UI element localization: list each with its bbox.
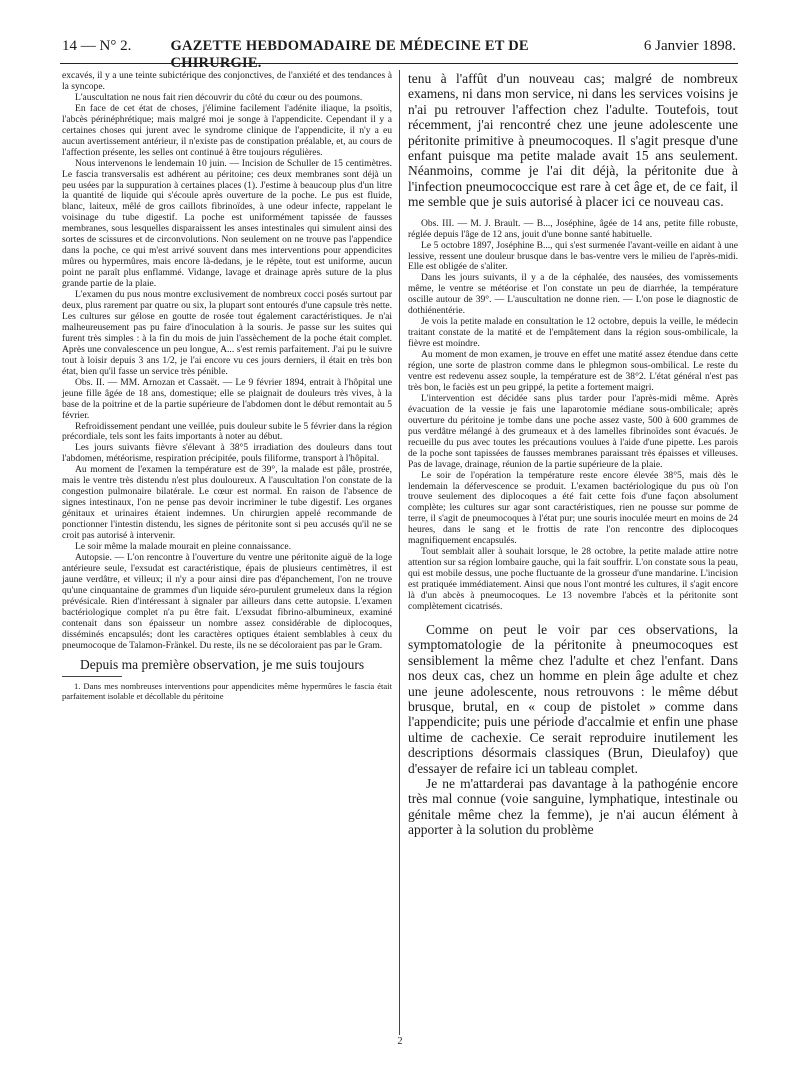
column-divider: [399, 70, 400, 1035]
left-large-text: [62, 657, 392, 672]
footnote: [62, 681, 392, 701]
journal-title: GAZETTE HEBDOMADAIRE DE MÉDECINE ET DE CHIRURGIE.: [170, 38, 529, 71]
paragraph: Tout semblait aller à souhait lorsque, le 28 octobre, la petite malade attire notre attention sur sa région lombaire gauche, qui la fait souffrir. L'on constate sous la peau, qui est mobile dessus, une poche fluctuante de la grosseur d'une mandarine. L'incision est pratiquée immédiatement. Ainsi que nous l'ont montré les cultures, il s'agit encore là d'un abcès à pneumocoques. Le 13 novembre l'abcès et la péritonite sont complètement cicatrisés.: [408, 546, 738, 613]
page-number: 2: [397, 1036, 403, 1047]
left-column: [62, 71, 392, 701]
right-small-text: [408, 219, 738, 613]
running-header: [62, 38, 736, 71]
paragraph: Le soir même la malade mourait en pleine connaissance.: [75, 540, 292, 552]
paragraph: Obs. III. — M. J. Brault. — B..., Joséphine, âgée de 14 ans, petite fille robuste, réglée depuis l'âge de 12 ans, jouit d'une bonne santé habituelle.: [408, 217, 738, 240]
right-large-text-bottom: [408, 622, 738, 838]
paragraph: tenu à l'affût d'un nouveau cas; malgré de nombreux examens, ni dans mon service, ni dans les services voisins je n'ai pu retrouver l'affection chez l'adulte. Toutefois, tout récemment, j'ai rencontré chez une jeune adolescente une péritonite primitive à pneumocoques. Il s'agit presque d'une enfant puisque ma petite malade avait 15 ans seulement. Néanmoins, comme je l'ai dit déjà, la péritonite due à l'infection pneumococcique est rare à cet âge et, de ce fait, il me semble que je suis autorisé à placer ici ce nouveau cas.: [408, 71, 738, 210]
paragraph: Depuis ma première observation, je me suis toujours: [80, 656, 365, 672]
paragraph: Comme on peut le voir par ces observations, la symptomatologie de la péritonite à pneumocoques est sensiblement la même chez l'adulte et chez l'enfant. Dans nos deux cas, chez un homme en plein âge adulte et chez une jeune adolescente, nous retrouvons : le même début brusque, brutal, en « coup de pistolet » comme dans l'appendicite; puis une période d'accalmie et enfin une phase ultime de cachexie. Ce serait reproduire inutilement les descriptions désormais classiques (Brun, Dieulafoy) que d'essayer de refaire ici un tableau complet.: [408, 621, 738, 776]
paragraph: Les jours suivants fièvre s'élevant à 38°5 irradiation des douleurs dans tout l'abdomen, météorisme, respiration précipitée, pouls filiforme, transport à l'hôpital.: [62, 442, 392, 465]
right-column: [408, 71, 738, 838]
paragraph: L'intervention est décidée sans plus tarder pour l'après-midi même. Après évacuation de la vessie je fais une laparotomie médiane sous-ombilicale; après ouverture du péritoine je tombe dans une poche assez vaste, 500 à 600 grammes de pus verdâtre mélangé à des grumeaux et à des lamelles fibrinoïdes sont évacués. Je recueille du pus avec toutes les précautions voulues à l'aide d'une pipette. Les parois de la poche sont tapissées de fausses membranes paraissant très épaisses et villeuses. Pas de lavage, drainage, réunion de la partie supérieure de la plaie.: [408, 392, 738, 470]
paragraph: Je ne m'attarderai pas davantage à la pathogénie encore très mal connue (voie sanguine, lymphatique, intestinale ou génitale même chez la femme), je n'ai aucun élément à apporter à la solution du problème: [408, 776, 738, 838]
paragraph: excavés, il y a une teinte subictérique des conjonctives, de l'anxiété et des tendances à la syncope.: [62, 70, 392, 92]
right-large-text-top: [408, 71, 738, 210]
header-rule: [60, 63, 738, 64]
paragraph: En face de cet état de choses, j'élimine facilement l'adénite iliaque, la psoïtis, l'abcès périnéphrétique; mais malgré moi je songe à l'appendicite. Cependant il y a certaines choses qui jurent avec le syndrome clinique de l'appendicite, il n'y a eu aucun avertissement antérieur, il n'existe pas de constipation préalable, et, au cours de l'affection présente, les selles ont continué à être toujours régulières.: [62, 102, 392, 158]
page-issue-number: 14 — N° 2.: [62, 38, 132, 54]
footnote-rule: [62, 676, 122, 677]
paragraph: Nous intervenons le lendemain 10 juin. — Incision de Schuller de 15 centimètres. Le fascia transversalis est adhérent au péritoine; ces deux membranes sont déjà un peu usées par la suppuration à certaines places (1). J'estime à beaucoup plus d'un litre la quantité de liquide qui s'écoule après ouverture de la poche. Le pus est fluide, blanc, laiteux, mêlé de gros caillots fibrinoïdes, à une odeur infecte, rappelant le voisinage du tube digestif. La poche est uniformément tapissée de fausses membranes, sous lesquelles disparaissent les anses intestinales qui simulent ainsi des sortes de scissures et de circonvolutions. Non seulement on ne trouve pas l'appendice dans la poche, ce qui m'est arrivé souvent dans mes interventions pour appendicites mûres ou hypermûres, mais encore là-dedans, je le répète, tout est uniforme, aucun point ne paraît plus enflammé. Vidange, lavage et drainage après suture de la plus grande partie de la plaie.: [62, 157, 392, 290]
paragraph: Au moment de l'examen la température est de 39°, la malade est pâle, prostrée, mais le ventre très distendu n'est plus douloureux. A l'auscultation l'on constate de la congestion pulmonaire bilatérale. Le cœur est normal. En raison de l'absence de signes intestinaux, l'on ne pense pas devoir incriminer le tube digestif. Les organes génitaux et urinaires étaient indemnes. Un chirurgien appelé recommande de ponctionner l'intestin distendu, les signes de péritonite sont si peu accusés qu'il ne se croit pas autorisé à intervenir.: [62, 464, 392, 542]
paragraph: Je vois la petite malade en consultation le 12 octobre, depuis la veille, le médecin traitant constate de la matité et de l'empâtement dans la région sous-ombilicale, la fièvre est moindre.: [408, 316, 738, 350]
paragraph: Le soir de l'opération la température reste encore élevée 38°5, mais dès le lendemain la défervescence se produit. L'examen bactériologique du pus où l'on trouve seulement des diplocoques a été fait cette fois d'une façon absolument complète; les cultures sur agar sont caractéristiques, rien ne pousse sur pomme de terre, il s'agit de pneumocoques à l'état pur; une souris inoculée meurt en moins de 24 heures, dans le sang et le frottis de rate l'on rencontre des diplocoques magnifiquement encapsulés.: [408, 469, 738, 547]
paragraph: Dans les jours suivants, il y a de la céphalée, des nausées, des vomissements même, le ventre se météorise et l'on constate un peu de diarrhée, la température oscille autour de 39°. — L'auscultation ne donne rien. — L'on pose le diagnostic de dothiénentérie.: [408, 272, 738, 317]
issue-date: 6 Janvier 1898.: [643, 38, 736, 54]
paragraph: Refroidissement pendant une veillée, puis douleur subite le 5 février dans la région précordiale, tels sont les faits importants à noter au début.: [62, 420, 392, 443]
footnote-text: 1. Dans mes nombreuses interventions pour appendicites même hypermûres le fascia était parfaitement isolable et décollable du péritoine: [62, 680, 392, 701]
paragraph: Le 5 octobre 1897, Joséphine B..., qui s'est surmenée l'avant-veille en aidant à une lessive, ressent une douleur brusque dans le bas-ventre vers le milieu de l'après-midi. Elle est obligée de s'aliter.: [408, 239, 738, 273]
left-small-text: [62, 71, 392, 652]
paragraph: Au moment de mon examen, je trouve en effet une matité assez étendue dans cette région, une sorte de plastron comme dans le phlegmon sous-ombilical. Le reste du ventre est redevenu assez souple, la température est de 38°2. L'état général n'est pas très bon, le faciès est un peu grippé, la petite a fortement maigri.: [408, 349, 738, 393]
paragraph: L'examen du pus nous montre exclusivement de nombreux cocci posés surtout par deux, plus rarement par quatre ou six, la plupart sont entourés d'une capsule très nette. Les cultures sur gélose en goutte de rosée tout également caractéristiques. Je n'ai malheureusement pas pu faire d'inoculation à la souris. Je passe sur les suites qui furent très simples : à la fin du mois de juin l'assèchement de la poche était complet. Après une convalescence un peu longue, A... s'est remis parfaitement. J'ai pu le suivre tout à loisir depuis 3 ans 1/2, je l'ai encore vu ces jours derniers, il était en très bon état, bien qu'il fasse un service très pénible.: [62, 289, 392, 377]
paragraph: Obs. II. — MM. Arnozan et Cassaët. — Le 9 février 1894, entrait à l'hôpital une jeune fille âgée de 18 ans, domestique; elle se plaignait de douleurs très vives, à la base de la poitrine et de la partie supérieure de l'abdomen dont le début remontait au 5 février.: [62, 376, 392, 421]
paragraph: Autopsie. — L'on rencontre à l'ouverture du ventre une péritonite aiguë de la loge antérieure seule, l'exsudat est caractéristique, épais de plusieurs centimètres, il est jaune verdâtre, et villeux; il n'y a pour ainsi dire pas d'épanchement, l'on ne trouve qu'une cinquantaine de grammes d'un liquide séro-purulent grumeleux dans la région prévésicale. Rien d'intéressant à signaler par ailleurs dans cette autopsie. L'examen bactériologique complet n'a pu être fait. L'exsudat fibrino-albumineux, examiné contenait dans son épaisseur un nombre assez considérable de diplocoques, disséminés encapsulés; dont les caractères optiques étaient semblables à ceux du pneumocoque de Talamon-Fränkel. Du reste, ils ne se décoloraient pas par le Gram.: [62, 551, 392, 651]
paragraph: L'auscultation ne nous fait rien découvrir du côté du cœur ou des poumons.: [75, 91, 363, 103]
